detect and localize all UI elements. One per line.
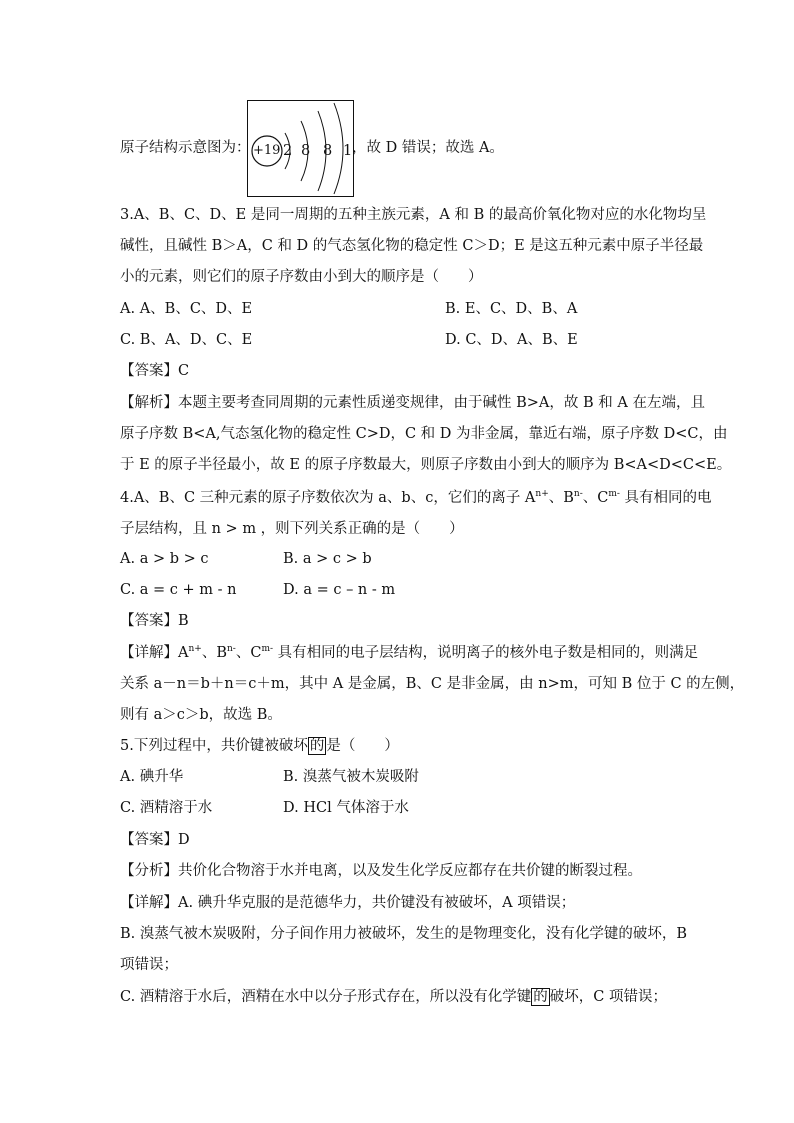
q3-stem-line-2: 碱性，且碱性 B＞A，C 和 D 的气态氢化物的稳定性 C＞D；E 是这五种元素中原子半径最 — [120, 238, 704, 254]
q3-analysis-line-2: 原子序数 B<A,气态氢化物的稳定性 C>D，C 和 D 为非金属，靠近右端，原子序数 D<C，由 — [120, 426, 728, 442]
nucleus-charge: +19 — [253, 143, 281, 158]
q4-sep-2: 、C — [582, 490, 609, 506]
shell-arc-4 — [334, 103, 343, 194]
q5-option-d: D. HCl 气体溶于水 — [283, 800, 409, 816]
q5-stem-text-b: 是（ ） — [326, 738, 399, 754]
q4-detail-sup-b: n- — [226, 644, 236, 654]
q5-stem-text-a: 5.下列过程中，共价键被破坏 — [120, 738, 308, 754]
intro-suffix: ，故 D 错误；故选 A。 — [352, 140, 504, 156]
q4-detail-sup-a: n+ — [188, 644, 202, 654]
q3-stem-line-3: 小的元素，则它们的原子序数由小到大的顺序是（ ） — [120, 269, 483, 285]
q3-analysis-line-1: 【解析】本题主要考查同周期的元素性质递变规律，由于碱性 B>A，故 B 和 A 在左端，且 — [120, 395, 705, 411]
q4-stem-text-b: 具有相同的电 — [619, 490, 712, 506]
q4-option-b: B. a > c > b — [283, 551, 372, 567]
q4-sup-b: n- — [573, 489, 583, 499]
q3-analysis-line-3: 于 E 的原子半径最小，故 E 的原子序数最大，则原子序数由小到大的顺序为 B<A<D<C<E。 — [120, 457, 732, 473]
q5-option-a: A. 碘升华 — [120, 769, 184, 785]
q5-stem-boxed-char: 的 — [309, 738, 325, 754]
q4-detail-sep-1: 、B — [201, 645, 227, 661]
atom-structure-diagram — [247, 100, 354, 197]
q3-answer: 【答案】C — [120, 363, 190, 379]
q5-analysis: 【分析】共价化合物溶于水并电离，以及发生化学反应都存在共价键的断裂过程。 — [120, 863, 642, 879]
q4-detail-sep-2: 、C — [235, 645, 262, 661]
q5-detail-text-a: C. 酒精溶于水后，酒精在水中以分子形式存在，所以没有化学键 — [120, 989, 532, 1005]
q4-answer: 【答案】B — [120, 613, 189, 629]
q5-detail-line-1: 【详解】A. 碘升华克服的是范德华力，共价键没有被破坏，A 项错误； — [120, 895, 576, 911]
shell-count-3: 8 — [323, 143, 333, 159]
intro-prefix: 原子结构示意图为： — [120, 140, 251, 156]
q4-detail-line-1 — [120, 643, 698, 663]
shell-count-2: 8 — [301, 143, 311, 159]
q4-detail-sup-c: m- — [261, 644, 274, 654]
q5-detail-boxed-char: 的 — [533, 989, 548, 1005]
q5-stem — [120, 736, 399, 756]
q3-stem-line-1: 3.A、B、C、D、E 是同一周期的五种主族元素，A 和 B 的最高价氧化物对应的水化物均呈 — [120, 207, 707, 223]
q4-option-c: C. a = c + m - n — [120, 582, 237, 598]
q5-answer: 【答案】D — [120, 832, 190, 848]
q5-detail-line-2: B. 溴蒸气被木炭吸附，分子间作用力被破坏，发生的是物理变化，没有化学键的破坏，B — [120, 926, 688, 942]
q3-option-a: A. A、B、C、D、E — [120, 301, 253, 317]
q4-option-d: D. a = c – n - m — [283, 582, 396, 598]
q4-detail-line-3: 则有 a＞c＞b，故选 B。 — [120, 707, 282, 723]
q3-option-c: C. B、A、D、C、E — [120, 332, 253, 348]
q4-stem-line-1 — [120, 488, 712, 508]
q3-option-d: D. C、D、A、B、E — [445, 332, 578, 348]
q4-detail-text-a: 【详解】A — [120, 645, 189, 661]
q5-option-b: B. 溴蒸气被木炭吸附 — [283, 769, 419, 785]
q4-detail-line-2: 关系 a－n＝b＋n＝c＋m，其中 A 是金属，B、C 是非金属，由 n>m，可知 B 位于 C 的左侧， — [120, 676, 745, 692]
q4-sup-c: m- — [608, 489, 620, 499]
q4-sep-1: 、B — [548, 490, 574, 506]
q5-detail-line-4 — [120, 987, 667, 1007]
q5-option-c: C. 酒精溶于水 — [120, 800, 213, 816]
q5-detail-line-3: 项错误； — [120, 957, 178, 973]
q4-detail-text-b: 具有相同的电子层结构，说明离子的核外电子数是相同的，则满足 — [273, 645, 699, 661]
q4-sup-a: n+ — [535, 489, 549, 499]
q4-stem-text-a: 4.A、B、C 三种元素的原子序数依次为 a、b、c，它们的离子 A — [120, 490, 536, 506]
q5-detail-text-b: 破坏，C 项错误； — [549, 989, 667, 1005]
q4-stem-line-2: 子层结构，且 n > m ，则下列关系正确的是（ ） — [120, 521, 464, 537]
shell-count-4: 1 — [343, 143, 353, 159]
q4-option-a: A. a > b > c — [120, 551, 209, 567]
q3-option-b: B. E、C、D、B、A — [445, 301, 578, 317]
shell-count-1: 2 — [283, 143, 293, 159]
